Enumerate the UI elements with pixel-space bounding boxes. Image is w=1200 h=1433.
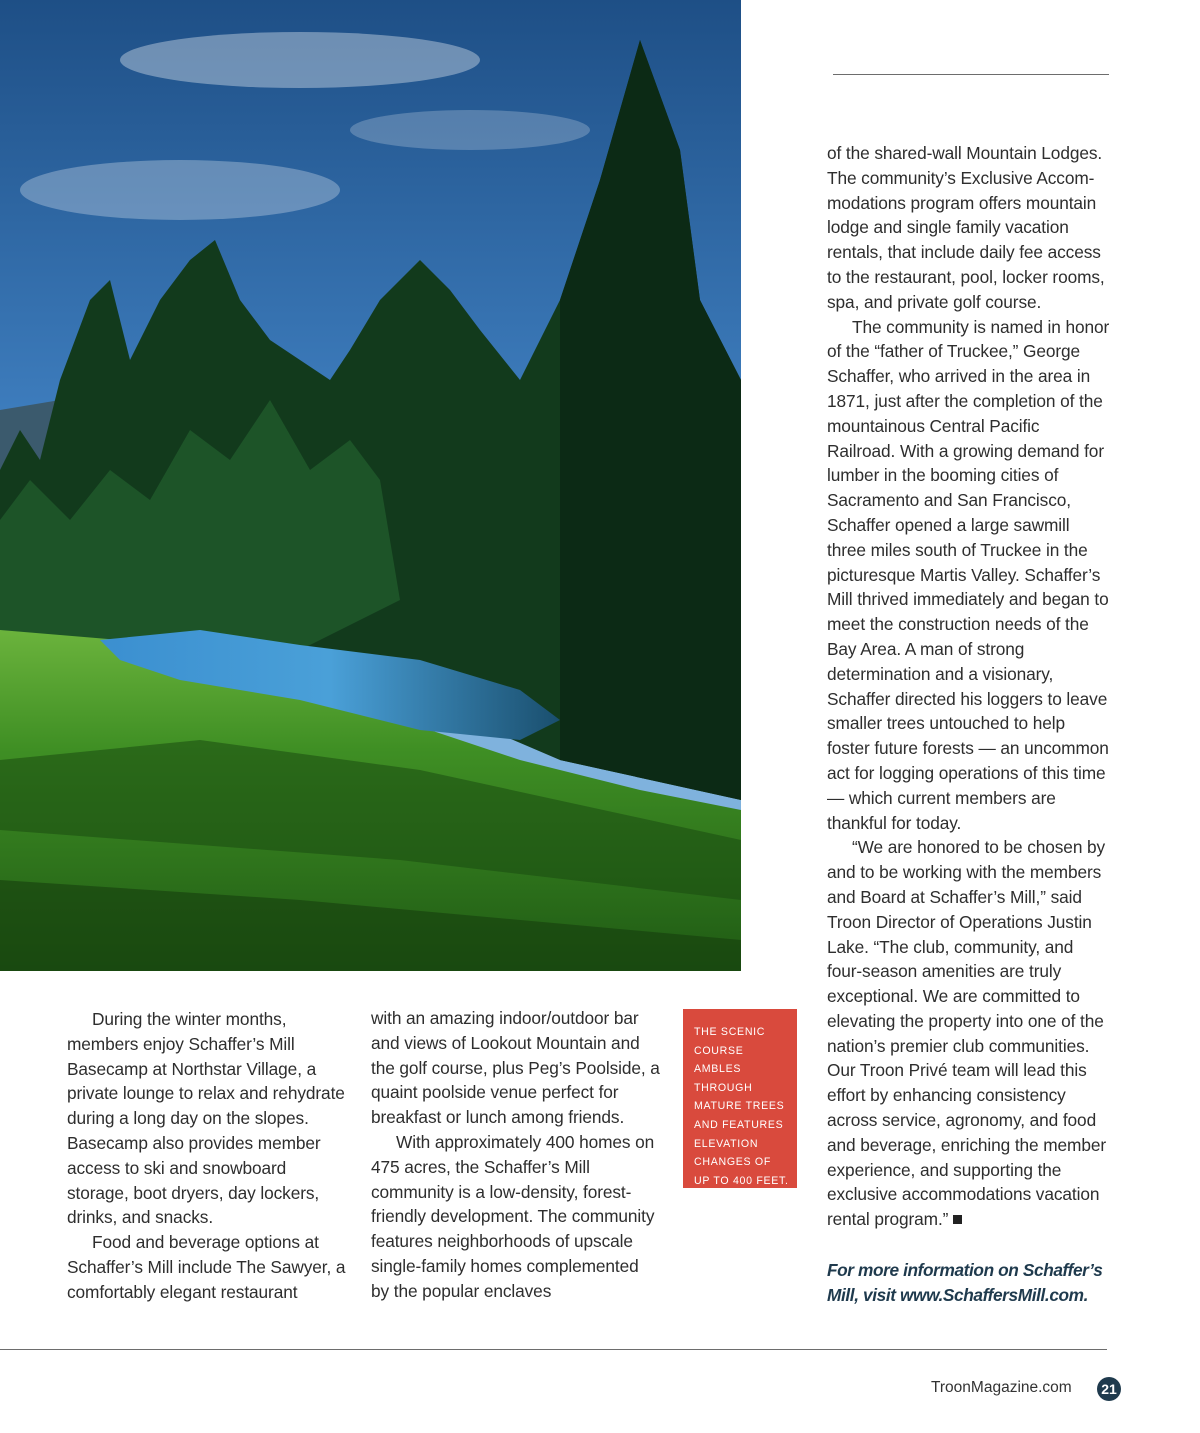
paragraph: The community is named in honor of the “father of Truckee,” George Schaffer, who arrived in the area in 1871, just after the completion of the mountainous Central Pacific Railroad. With a growing demand for lumber in the booming cities of Sacramento and San Francisco, Schaffer opened a large sawmill three miles south of Truckee in the picturesque Martis Valley. Schaffer’s Mill thrived immediately and began to meet the construction needs of the Bay Area. A man of strong determination and a visionary, Schaffer directed his loggers to leave smaller trees untouched to help foster future forests — an uncommon act for logging operations of this time — which current members are thankful for today.: [827, 316, 1110, 833]
golf-course-photo: [0, 0, 741, 971]
footer-site: TroonMagazine.com: [931, 1379, 1072, 1396]
text-column-2: [371, 1006, 661, 1304]
golf-course-landscape-photo-icon: [0, 0, 741, 971]
quote-text: “We are honored to be chosen by and to be working with the members and Board at Schaffer’s Mill,” said Troon Director of Operations Justin Lake. “The club, community, and four-season amenities are truly exceptional. We are committed to elevating the property into one of the nation’s premier club communities. Our Troon Privé team will lead this effort by enhancing consistency across service, agronomy, and food and beverage, enriching the member experience, and supporting the exclusive accommodations vacation rental program.”: [827, 837, 1107, 1230]
paragraph: During the winter months, members enjoy Schaffer’s Mill Basecamp at Northstar Village, a private lounge to relax and rehydrate during a long day on the slopes. Basecamp also provides member access to ski and snowboard storage, boot dryers, day lockers, drinks, and snacks.: [67, 1009, 345, 1228]
paragraph: of the shared-wall Mountain Lodges. The community’s Exclusive Accommodations program offers mountain lodge and single family vacation rentals, that include daily fee access to the restaurant, pool, locker rooms, spa, and private golf course.: [827, 143, 1105, 312]
more-info-link[interactable]: For more information on Schaffer’s Mill, visit www.SchaffersMill.com.: [827, 1260, 1103, 1305]
text-column-1: [67, 1007, 349, 1305]
end-mark-icon: [953, 1215, 962, 1224]
paragraph: Food and beverage options at Schaffer’s Mill include The Sawyer, a comfortably elegant restaurant: [67, 1232, 346, 1302]
text-column-3: [827, 141, 1112, 1308]
page-number-badge: 21: [1097, 1377, 1121, 1401]
paragraph: with an amazing indoor/outdoor bar and views of Lookout Mountain and the golf course, plus Peg’s Poolside, a quaint poolside venue perfect for breakfast or lunch among friends.: [371, 1008, 660, 1128]
top-rule: [833, 74, 1109, 75]
paragraph: With approximately 400 homes on 475 acres, the Schaffer’s Mill community is a low-density, forest-friendly development. The community features neighborhoods of upscale single-family homes complemented by the popular enclaves: [371, 1131, 655, 1301]
photo-caption: THE SCENIC COURSE AMBLES THROUGH MATURE TREES AND FEATURES ELEVATION CHANGES OF UP TO 400 FEET.: [683, 1009, 797, 1188]
paragraph-quote: [827, 835, 1112, 1232]
bottom-rule: [0, 1349, 1107, 1350]
